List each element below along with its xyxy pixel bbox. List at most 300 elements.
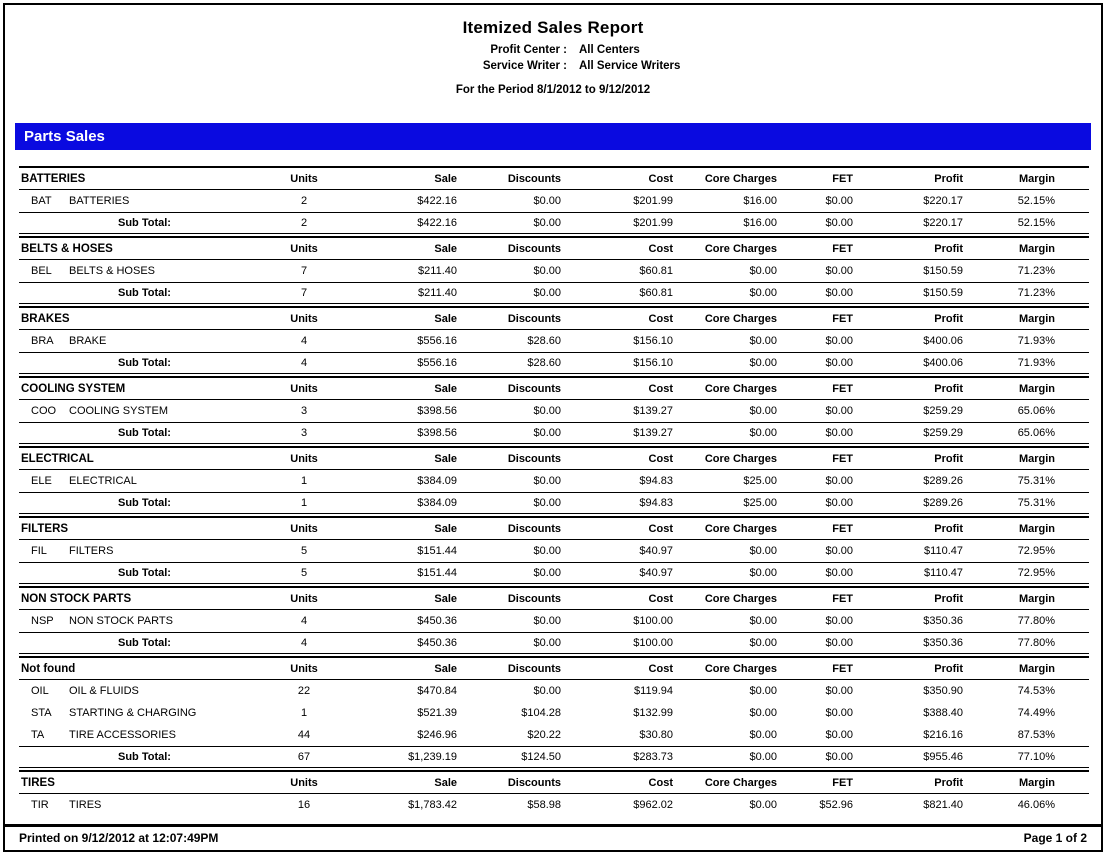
cell-cost: $201.99 xyxy=(633,195,673,207)
subtotal-core-charges: $0.00 xyxy=(749,427,777,439)
row-description-cell xyxy=(19,729,269,741)
row-description: NON STOCK PARTS xyxy=(69,615,173,627)
cell-cost: $60.81 xyxy=(639,265,673,277)
column-header-units: Units xyxy=(290,662,318,675)
subtotal-fet: $0.00 xyxy=(825,427,853,439)
subtotal-fet: $0.00 xyxy=(825,567,853,579)
subtotal-fet: $0.00 xyxy=(825,217,853,229)
cell-profit: $216.16 xyxy=(923,729,963,741)
column-header-cost: Cost xyxy=(648,776,673,789)
cell-discounts: $0.00 xyxy=(533,615,561,627)
cell-discounts: $0.00 xyxy=(533,685,561,697)
column-header-discounts: Discounts xyxy=(507,172,561,185)
cell-units: 5 xyxy=(300,545,308,557)
row-description: OIL & FLUIDS xyxy=(69,685,139,697)
subtotal-margin: 65.06% xyxy=(1017,427,1055,439)
cell-cost: $156.10 xyxy=(633,335,673,347)
column-header-cost: Cost xyxy=(648,522,673,535)
cell-profit: $400.06 xyxy=(923,335,963,347)
column-header-core-charges: Core Charges xyxy=(704,592,777,605)
section-name: BATTERIES xyxy=(21,172,86,185)
cell-fet: $0.00 xyxy=(825,335,853,347)
column-header-discounts: Discounts xyxy=(507,312,561,325)
column-header-sale: Sale xyxy=(434,592,457,605)
column-header-core-charges: Core Charges xyxy=(704,776,777,789)
column-header-sale: Sale xyxy=(434,242,457,255)
page-indicator: Page 1 of 2 xyxy=(1023,831,1087,845)
subtotal-margin: 77.10% xyxy=(1017,751,1055,763)
cell-fet: $0.00 xyxy=(825,615,853,627)
column-header-fet: FET xyxy=(832,522,853,535)
cell-core-charges: $0.00 xyxy=(749,545,777,557)
cell-cost: $132.99 xyxy=(633,707,673,719)
row-code: STA xyxy=(31,707,52,719)
section-name: FILTERS xyxy=(21,522,69,535)
cell-core-charges: $0.00 xyxy=(749,729,777,741)
table-row xyxy=(19,400,1089,422)
subtotal-profit: $220.17 xyxy=(923,217,963,229)
cell-sale: $398.56 xyxy=(417,405,457,417)
cell-core-charges: $0.00 xyxy=(749,335,777,347)
banner-label: Parts Sales xyxy=(24,128,105,145)
cell-cost: $94.83 xyxy=(639,475,673,487)
row-code: TIR xyxy=(31,799,49,811)
column-header-units: Units xyxy=(290,592,318,605)
cell-core-charges: $0.00 xyxy=(749,265,777,277)
cell-discounts: $0.00 xyxy=(533,405,561,417)
row-description: COOLING SYSTEM xyxy=(69,405,169,417)
section-name: COOLING SYSTEM xyxy=(21,382,126,395)
column-header-cost: Cost xyxy=(648,662,673,675)
parts-sales-banner xyxy=(15,123,1091,150)
profit-center-row xyxy=(5,42,1101,58)
row-description: STARTING & CHARGING xyxy=(69,707,197,719)
subtotal-units: 7 xyxy=(300,287,308,299)
subtotal-row xyxy=(19,632,1089,654)
column-header-discounts: Discounts xyxy=(507,592,561,605)
subtotal-sale: $384.09 xyxy=(417,497,457,509)
cell-core-charges: $0.00 xyxy=(749,405,777,417)
subtotal-profit: $400.06 xyxy=(923,357,963,369)
cell-core-charges: $0.00 xyxy=(749,685,777,697)
column-header-fet: FET xyxy=(832,592,853,605)
subtotal-discounts: $0.00 xyxy=(533,287,561,299)
cell-cost: $30.80 xyxy=(639,729,673,741)
cell-profit: $110.47 xyxy=(924,545,963,557)
column-header-profit: Profit xyxy=(934,522,963,535)
cell-profit: $150.59 xyxy=(923,265,963,277)
subtotal-sale: $211.40 xyxy=(418,287,457,299)
column-header-discounts: Discounts xyxy=(507,242,561,255)
cell-core-charges: $0.00 xyxy=(749,615,777,627)
cell-discounts: $28.60 xyxy=(527,335,561,347)
section-header-row xyxy=(19,772,1089,794)
column-header-cost: Cost xyxy=(648,452,673,465)
subtotal-margin: 77.80% xyxy=(1017,637,1055,649)
subtotal-row xyxy=(19,492,1089,514)
column-header-units: Units xyxy=(290,312,318,325)
column-header-discounts: Discounts xyxy=(507,382,561,395)
profit-center-value: All Centers xyxy=(579,44,640,56)
report-title: Itemized Sales Report xyxy=(462,18,644,37)
row-description: BELTS & HOSES xyxy=(69,265,155,277)
subtotal-profit: $150.59 xyxy=(923,287,963,299)
section-header-row xyxy=(19,518,1089,540)
row-description: BATTERIES xyxy=(69,195,130,207)
cell-margin: 77.80% xyxy=(1017,615,1055,627)
subtotal-cost: $40.97 xyxy=(639,567,673,579)
row-description: ELECTRICAL xyxy=(69,475,137,487)
section-name: ELECTRICAL xyxy=(21,452,94,465)
cell-sale: $246.96 xyxy=(417,729,457,741)
subtotal-core-charges: $16.00 xyxy=(743,217,777,229)
column-header-margin: Margin xyxy=(1018,242,1055,255)
cell-units: 4 xyxy=(300,615,308,627)
parts-section-batteries xyxy=(19,166,1089,234)
subtotal-margin: 71.23% xyxy=(1017,287,1055,299)
column-header-units: Units xyxy=(290,452,318,465)
subtotal-cost: $94.83 xyxy=(639,497,673,509)
section-header-row xyxy=(19,308,1089,330)
column-header-core-charges: Core Charges xyxy=(704,522,777,535)
row-description: FILTERS xyxy=(69,545,114,557)
subtotal-sale: $422.16 xyxy=(417,217,457,229)
subtotal-label: Sub Total: xyxy=(118,357,171,369)
table-row xyxy=(19,540,1089,562)
subtotal-units: 4 xyxy=(300,637,308,649)
row-description-cell xyxy=(19,685,269,697)
subtotal-label: Sub Total: xyxy=(118,217,171,229)
row-code: ELE xyxy=(31,475,52,487)
table-row xyxy=(19,260,1089,282)
column-header-core-charges: Core Charges xyxy=(704,382,777,395)
column-header-profit: Profit xyxy=(934,452,963,465)
row-description-cell xyxy=(19,335,269,347)
subtotal-discounts: $124.50 xyxy=(521,751,561,763)
cell-discounts: $0.00 xyxy=(533,195,561,207)
column-header-cost: Cost xyxy=(648,382,673,395)
subtotal-units: 4 xyxy=(300,357,308,369)
column-header-profit: Profit xyxy=(934,662,963,675)
cell-core-charges: $16.00 xyxy=(743,195,777,207)
subtotal-cost: $60.81 xyxy=(639,287,673,299)
cell-profit: $289.26 xyxy=(923,475,963,487)
column-header-fet: FET xyxy=(832,172,853,185)
parts-section-non-stock-parts xyxy=(19,586,1089,654)
subtotal-label: Sub Total: xyxy=(118,287,171,299)
service-writer-row xyxy=(5,58,1101,74)
subtotal-core-charges: $0.00 xyxy=(749,287,777,299)
column-header-margin: Margin xyxy=(1018,776,1055,789)
subtotal-units: 2 xyxy=(300,217,308,229)
subtotal-label: Sub Total: xyxy=(118,751,171,763)
report-period: For the Period 8/1/2012 to 9/12/2012 xyxy=(455,84,651,96)
row-description-cell xyxy=(19,195,269,207)
cell-margin: 46.06% xyxy=(1017,799,1055,811)
cell-sale: $422.16 xyxy=(417,195,457,207)
cell-margin: 75.31% xyxy=(1017,475,1055,487)
printed-timestamp: Printed on 9/12/2012 at 12:07:49PM xyxy=(19,831,219,845)
section-header-row xyxy=(19,168,1089,190)
cell-margin: 87.53% xyxy=(1017,729,1055,741)
table-row xyxy=(19,190,1089,212)
subtotal-units: 67 xyxy=(297,751,311,763)
subtotal-label: Sub Total: xyxy=(118,497,171,509)
table-row xyxy=(19,470,1089,492)
subtotal-sale: $398.56 xyxy=(417,427,457,439)
subtotal-profit: $289.26 xyxy=(923,497,963,509)
cell-core-charges: $0.00 xyxy=(749,799,777,811)
column-header-core-charges: Core Charges xyxy=(704,452,777,465)
cell-discounts: $0.00 xyxy=(533,475,561,487)
cell-margin: 72.95% xyxy=(1017,545,1055,557)
column-header-units: Units xyxy=(290,382,318,395)
cell-margin: 52.15% xyxy=(1017,195,1055,207)
column-header-sale: Sale xyxy=(434,776,457,789)
cell-cost: $119.94 xyxy=(634,685,673,697)
report-footer xyxy=(5,824,1101,850)
row-description-cell xyxy=(19,707,269,719)
cell-fet: $0.00 xyxy=(825,265,853,277)
report-header xyxy=(5,5,1101,117)
column-header-sale: Sale xyxy=(434,312,457,325)
cell-discounts: $104.28 xyxy=(521,707,561,719)
cell-margin: 65.06% xyxy=(1017,405,1055,417)
subtotal-fet: $0.00 xyxy=(825,287,853,299)
cell-sale: $450.36 xyxy=(417,615,457,627)
profit-center-label: Profit Center : xyxy=(490,44,567,56)
row-code: FIL xyxy=(31,545,47,557)
cell-cost: $962.02 xyxy=(633,799,673,811)
subtotal-discounts: $0.00 xyxy=(533,217,561,229)
subtotal-profit: $259.29 xyxy=(923,427,963,439)
column-header-profit: Profit xyxy=(934,776,963,789)
cell-profit: $220.17 xyxy=(923,195,963,207)
subtotal-discounts: $0.00 xyxy=(533,427,561,439)
row-description: TIRES xyxy=(69,799,102,811)
cell-sale: $211.40 xyxy=(418,265,457,277)
subtotal-row xyxy=(19,422,1089,444)
section-header-row xyxy=(19,658,1089,680)
parts-sales-table xyxy=(19,166,1089,818)
cell-units: 16 xyxy=(297,799,311,811)
cell-profit: $821.40 xyxy=(923,799,963,811)
cell-units: 3 xyxy=(300,405,308,417)
cell-margin: 74.53% xyxy=(1017,685,1055,697)
row-code: NSP xyxy=(31,615,54,627)
cell-sale: $151.44 xyxy=(417,545,457,557)
section-name: NON STOCK PARTS xyxy=(21,592,132,605)
cell-margin: 74.49% xyxy=(1017,707,1055,719)
column-header-core-charges: Core Charges xyxy=(704,312,777,325)
subtotal-profit: $110.47 xyxy=(924,567,963,579)
subtotal-core-charges: $0.00 xyxy=(749,751,777,763)
row-code: TA xyxy=(31,729,45,741)
cell-units: 1 xyxy=(300,475,308,487)
column-header-discounts: Discounts xyxy=(507,662,561,675)
section-name: TIRES xyxy=(21,776,55,789)
row-description-cell xyxy=(19,545,269,557)
cell-cost: $40.97 xyxy=(639,545,673,557)
cell-core-charges: $25.00 xyxy=(743,475,777,487)
subtotal-units: 3 xyxy=(300,427,308,439)
cell-margin: 71.93% xyxy=(1017,335,1055,347)
cell-discounts: $20.22 xyxy=(527,729,561,741)
cell-fet: $0.00 xyxy=(825,405,853,417)
column-header-profit: Profit xyxy=(934,172,963,185)
subtotal-discounts: $0.00 xyxy=(533,497,561,509)
column-header-margin: Margin xyxy=(1018,522,1055,535)
subtotal-profit: $955.46 xyxy=(923,751,963,763)
cell-margin: 71.23% xyxy=(1017,265,1055,277)
subtotal-discounts: $0.00 xyxy=(533,637,561,649)
subtotal-label: Sub Total: xyxy=(118,637,171,649)
row-description-cell xyxy=(19,615,269,627)
cell-fet: $0.00 xyxy=(825,729,853,741)
row-description: BRAKE xyxy=(69,335,107,347)
column-header-cost: Cost xyxy=(648,312,673,325)
column-header-margin: Margin xyxy=(1018,382,1055,395)
service-writer-value: All Service Writers xyxy=(579,60,681,72)
cell-sale: $521.39 xyxy=(417,707,457,719)
subtotal-margin: 71.93% xyxy=(1017,357,1055,369)
column-header-sale: Sale xyxy=(434,662,457,675)
subtotal-cost: $156.10 xyxy=(633,357,673,369)
row-description-cell xyxy=(19,475,269,487)
section-name: BELTS & HOSES xyxy=(21,242,113,255)
column-header-fet: FET xyxy=(832,312,853,325)
row-code: BAT xyxy=(31,195,52,207)
cell-units: 44 xyxy=(297,729,311,741)
column-header-margin: Margin xyxy=(1018,312,1055,325)
cell-sale: $556.16 xyxy=(417,335,457,347)
parts-section-cooling-system xyxy=(19,376,1089,444)
row-description-cell xyxy=(19,799,269,811)
column-header-margin: Margin xyxy=(1018,662,1055,675)
column-header-sale: Sale xyxy=(434,382,457,395)
subtotal-cost: $139.27 xyxy=(633,427,673,439)
cell-discounts: $0.00 xyxy=(533,265,561,277)
section-name: Not found xyxy=(21,662,76,675)
row-description-cell xyxy=(19,405,269,417)
parts-section-not-found xyxy=(19,656,1089,768)
report-page xyxy=(3,3,1103,852)
column-header-core-charges: Core Charges xyxy=(704,662,777,675)
cell-units: 22 xyxy=(297,685,311,697)
subtotal-sale: $1,239.19 xyxy=(408,751,457,763)
column-header-fet: FET xyxy=(832,452,853,465)
cell-fet: $0.00 xyxy=(825,685,853,697)
subtotal-label: Sub Total: xyxy=(118,567,171,579)
subtotal-core-charges: $0.00 xyxy=(749,567,777,579)
row-code: OIL xyxy=(31,685,49,697)
section-header-row xyxy=(19,378,1089,400)
column-header-margin: Margin xyxy=(1018,452,1055,465)
column-header-profit: Profit xyxy=(934,592,963,605)
subtotal-cost: $100.00 xyxy=(633,637,673,649)
row-code: BEL xyxy=(31,265,52,277)
column-header-units: Units xyxy=(290,776,318,789)
cell-fet: $0.00 xyxy=(825,195,853,207)
column-header-margin: Margin xyxy=(1018,172,1055,185)
subtotal-cost: $201.99 xyxy=(633,217,673,229)
column-header-profit: Profit xyxy=(934,242,963,255)
column-header-fet: FET xyxy=(832,382,853,395)
table-row xyxy=(19,610,1089,632)
cell-units: 2 xyxy=(300,195,308,207)
column-header-core-charges: Core Charges xyxy=(704,172,777,185)
subtotal-fet: $0.00 xyxy=(825,357,853,369)
subtotal-units: 1 xyxy=(300,497,308,509)
subtotal-units: 5 xyxy=(300,567,308,579)
parts-section-brakes xyxy=(19,306,1089,374)
subtotal-core-charges: $0.00 xyxy=(749,637,777,649)
row-code: COO xyxy=(31,405,57,417)
column-header-profit: Profit xyxy=(934,382,963,395)
subtotal-profit: $350.36 xyxy=(923,637,963,649)
row-description: TIRE ACCESSORIES xyxy=(69,729,176,741)
cell-profit: $259.29 xyxy=(923,405,963,417)
cell-units: 4 xyxy=(300,335,308,347)
subtotal-margin: 72.95% xyxy=(1017,567,1055,579)
subtotal-margin: 52.15% xyxy=(1017,217,1055,229)
subtotal-row xyxy=(19,212,1089,234)
column-header-fet: FET xyxy=(832,662,853,675)
row-code: BRA xyxy=(31,335,54,347)
parts-section-filters xyxy=(19,516,1089,584)
column-header-fet: FET xyxy=(832,776,853,789)
column-header-cost: Cost xyxy=(648,172,673,185)
table-row xyxy=(19,724,1089,746)
cell-discounts: $58.98 xyxy=(527,799,561,811)
cell-discounts: $0.00 xyxy=(533,545,561,557)
cell-sale: $384.09 xyxy=(417,475,457,487)
section-header-row xyxy=(19,238,1089,260)
subtotal-core-charges: $25.00 xyxy=(743,497,777,509)
column-header-discounts: Discounts xyxy=(507,776,561,789)
table-row xyxy=(19,330,1089,352)
parts-section-tires xyxy=(19,770,1089,816)
column-header-cost: Cost xyxy=(648,242,673,255)
column-header-units: Units xyxy=(290,172,318,185)
cell-profit: $350.90 xyxy=(923,685,963,697)
column-header-sale: Sale xyxy=(434,172,457,185)
column-header-units: Units xyxy=(290,522,318,535)
cell-units: 1 xyxy=(300,707,308,719)
parts-section-belts-hoses xyxy=(19,236,1089,304)
column-header-profit: Profit xyxy=(934,312,963,325)
cell-cost: $100.00 xyxy=(633,615,673,627)
cell-cost: $139.27 xyxy=(633,405,673,417)
cell-units: 7 xyxy=(300,265,308,277)
cell-profit: $388.40 xyxy=(923,707,963,719)
cell-sale: $1,783.42 xyxy=(408,799,457,811)
column-header-sale: Sale xyxy=(434,522,457,535)
column-header-discounts: Discounts xyxy=(507,452,561,465)
subtotal-label: Sub Total: xyxy=(118,427,171,439)
column-header-units: Units xyxy=(290,242,318,255)
parts-section-electrical xyxy=(19,446,1089,514)
section-header-row xyxy=(19,588,1089,610)
subtotal-discounts: $28.60 xyxy=(527,357,561,369)
cell-fet: $0.00 xyxy=(825,475,853,487)
table-row xyxy=(19,702,1089,724)
cell-profit: $350.36 xyxy=(923,615,963,627)
section-header-row xyxy=(19,448,1089,470)
subtotal-sale: $556.16 xyxy=(417,357,457,369)
subtotal-row xyxy=(19,352,1089,374)
subtotal-cost: $283.73 xyxy=(633,751,673,763)
